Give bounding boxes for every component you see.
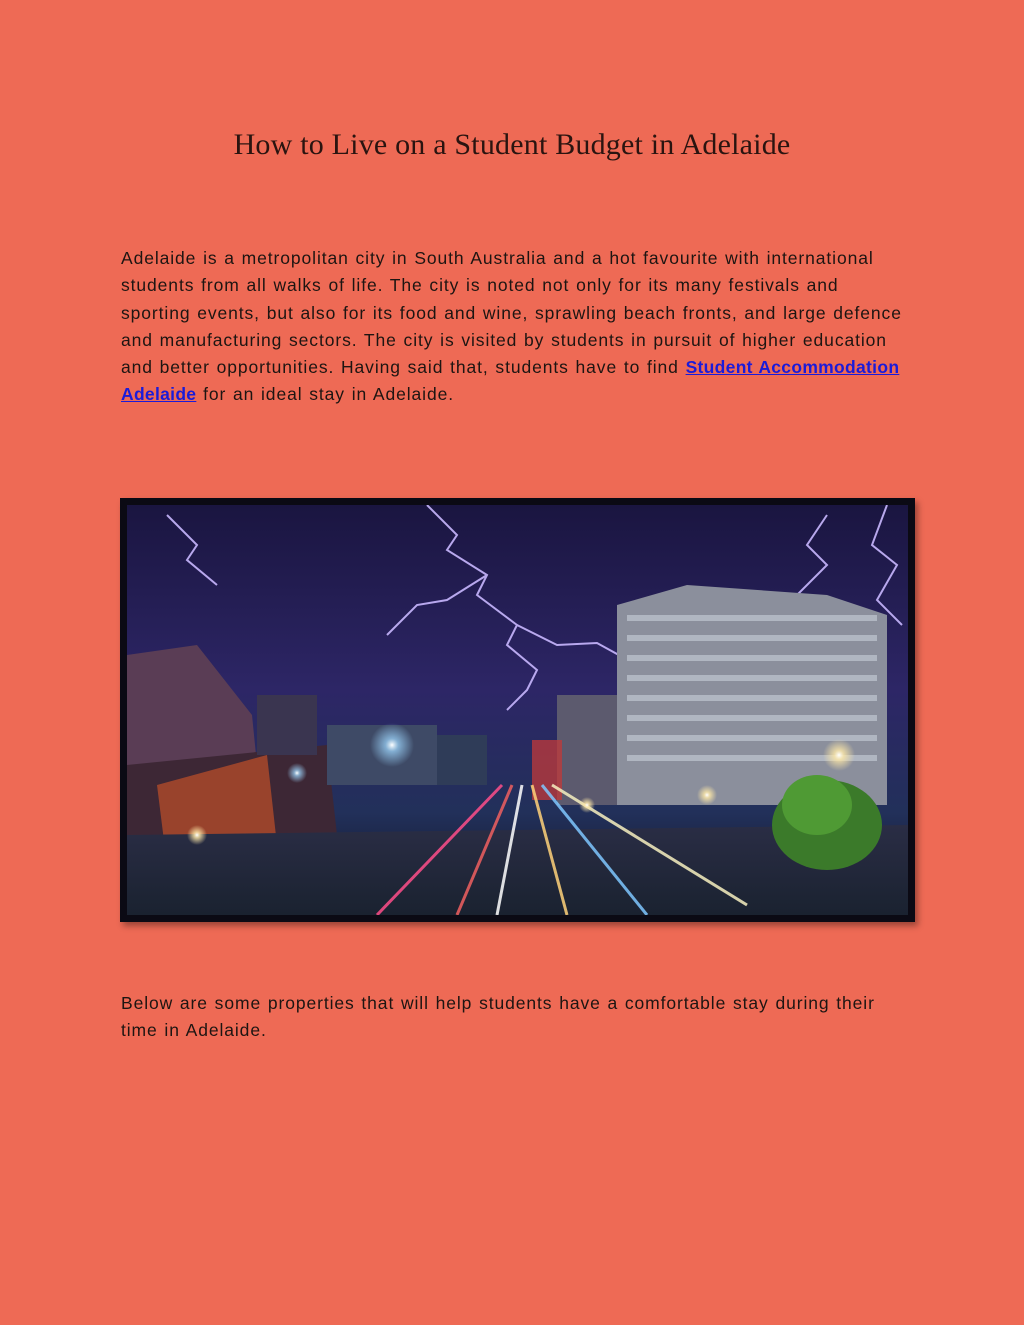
city-lightning-illustration <box>127 505 908 915</box>
page-title: How to Live on a Student Budget in Adelaide <box>233 128 791 161</box>
adelaide-night-photo <box>120 498 915 922</box>
intro-text: Adelaide is a metropolitan city in South Australia and a hot favourite with international students from all walks of life. The city is noted not only for its many festivals and sporting events, but also for its food and wine, sprawling beach fronts, and large defence and manufacturing sectors. The city is visited by students in pursuit of higher education and better opportunities. Having said that, students have to find <box>121 248 902 378</box>
intro-text-end: for an ideal stay in Adelaide. <box>196 384 455 405</box>
closing-paragraph: Below are some properties that will help students have a comfortable stay during their time in Adelaide. <box>121 993 875 1041</box>
student-accommodation-link[interactable]: Student Accommodation Adelaide <box>121 357 900 405</box>
intro-paragraph <box>121 245 911 409</box>
